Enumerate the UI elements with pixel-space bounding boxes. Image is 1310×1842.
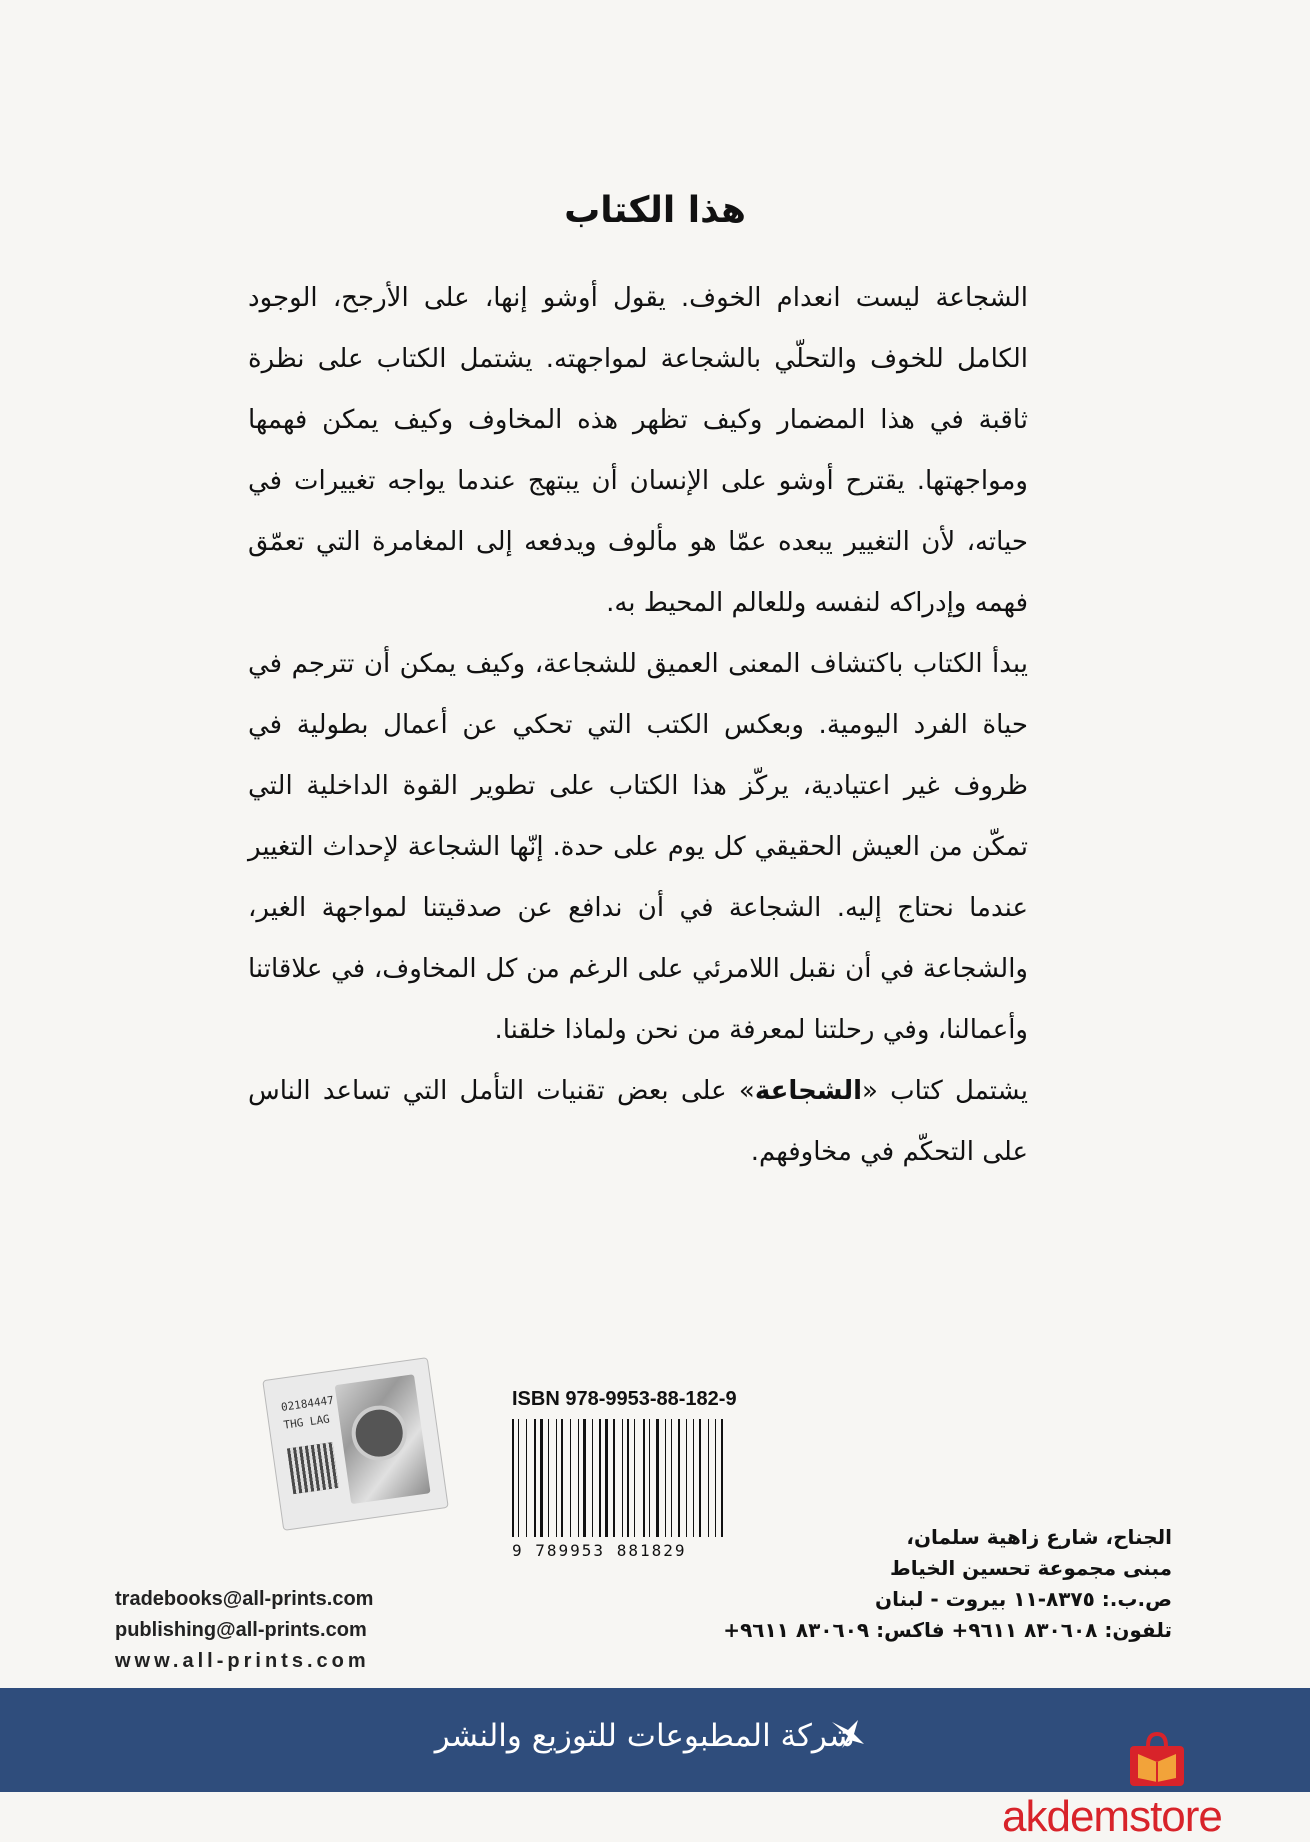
- barcode-bar: [627, 1419, 629, 1537]
- barcode-bar: [589, 1419, 591, 1537]
- barcode-bar: [605, 1419, 608, 1537]
- barcode-bar: [570, 1419, 571, 1537]
- barcode-bar: [602, 1419, 603, 1537]
- barcode-bar: [693, 1419, 694, 1537]
- address-line: مبنى مجموعة تحسين الخياط: [889, 1556, 1172, 1580]
- barcode-bar: [656, 1419, 659, 1537]
- barcode-bar: [546, 1419, 547, 1537]
- barcode-bar: [548, 1419, 549, 1537]
- description-text: [248, 268, 1028, 1183]
- barcode-bar: [540, 1419, 543, 1537]
- barcode-bar: [661, 1419, 662, 1537]
- store-bag-icon: [1124, 1732, 1190, 1788]
- barcode-bar: [592, 1419, 593, 1537]
- address-line: ص.ب.: ٨٣٧٥-١١ بيروت - لبنان: [875, 1587, 1172, 1611]
- barcode-bar: [721, 1419, 723, 1537]
- barcode-bar: [624, 1419, 625, 1537]
- barcode-bar: [710, 1419, 713, 1537]
- address-line: الجناح، شارع زاهية سلمان،: [906, 1525, 1172, 1549]
- barcode-bar: [529, 1419, 531, 1537]
- barcode-bar: [643, 1419, 645, 1537]
- barcode-bar: [675, 1419, 677, 1537]
- barcode-bar: [682, 1419, 683, 1537]
- book-name: الشجاعة: [754, 1076, 862, 1106]
- barcode-bar: [632, 1419, 633, 1537]
- paragraph-3: [248, 1061, 1028, 1183]
- paragraph-3-end: » على بعض تقنيات التأمل التي تساعد الناس على التحكّم في مخاوفهم.: [248, 1076, 1028, 1167]
- barcode-bar: [613, 1419, 615, 1537]
- barcode-bar: [665, 1419, 666, 1537]
- barcode-bar: [697, 1419, 698, 1537]
- barcode-bar: [561, 1419, 563, 1537]
- barcode-icon: [512, 1419, 734, 1537]
- barcode-bar: [573, 1419, 575, 1537]
- address-line: تلفون: ٨٣٠٦٠٨ ٩٦١١+ فاكس: ٨٣٠٦٠٩ ٩٦١١+: [723, 1618, 1172, 1642]
- barcode-bar: [580, 1419, 581, 1537]
- barcode-bar: [725, 1419, 726, 1537]
- barcode-bar: [515, 1419, 516, 1537]
- barcode-bar: [583, 1419, 586, 1537]
- barcode-bar: [518, 1419, 519, 1537]
- email-trade[interactable]: tradebooks@all-prints.com: [115, 1588, 374, 1610]
- barcode-bar: [646, 1419, 647, 1537]
- barcode-bar: [617, 1419, 619, 1537]
- barcode-bar: [622, 1419, 623, 1537]
- section-title: هذا الكتاب: [564, 190, 746, 231]
- website-link[interactable]: www.all-prints.com: [115, 1650, 370, 1672]
- barcode-bar: [719, 1419, 720, 1537]
- email-publishing[interactable]: publishing@all-prints.com: [115, 1619, 367, 1641]
- barcode-bar: [699, 1419, 701, 1537]
- paragraph-3-start: يشتمل كتاب «: [862, 1076, 1028, 1106]
- barcode-bar: [634, 1419, 635, 1537]
- barcode-bar: [512, 1419, 514, 1537]
- security-sticker: [262, 1357, 449, 1531]
- paragraph-2: يبدأ الكتاب باكتشاف المعنى العميق للشجاعة، وكيف يمكن أن تترجم في حياة الفرد اليومية. وبعكس الكتب التي تحكي عن أعمال بطولية في ظروف غير اعتيادية، يركّز هذا الكتاب على تطوير القوة الداخلية التي تمكّن من العيش الحقيقي كل يوم على حدة. إنّها الشجاعة لإحداث التغيير عندما نحتاج إليه. الشجاعة في أن ندافع عن صدقيتنا لمواجهة الغير، والشجاعة في أن نقبل اللامرئي على الرغم من كل المخاوف، في علاقاتنا وأعمالنا، وفي رحلتنا لمعرفة من نحن ولماذا خلقنا.: [248, 649, 1028, 1045]
- barcode-bar: [671, 1419, 672, 1537]
- barcode-bar: [703, 1419, 705, 1537]
- isbn-label: ISBN 978-9953-88-182-9: [512, 1388, 737, 1410]
- barcode-number: 9 789953 881829: [512, 1541, 687, 1560]
- barcode-bar: [688, 1419, 691, 1537]
- publisher-name: شركة المطبوعات للتوزيع والنشر: [434, 1718, 855, 1754]
- publisher-address: [723, 1522, 1172, 1646]
- barcode-bar: [556, 1419, 557, 1537]
- store-watermark: akdemstore: [1002, 1792, 1222, 1841]
- barcode-bar: [578, 1419, 579, 1537]
- barcode-bar: [667, 1419, 669, 1537]
- barcode-bar: [551, 1419, 553, 1537]
- barcode-bar: [611, 1419, 612, 1537]
- barcode-bar: [522, 1419, 525, 1537]
- barcode-bar: [599, 1419, 601, 1537]
- datamatrix-icon: [287, 1442, 339, 1494]
- sticker-code-2: THG LAG: [282, 1412, 331, 1432]
- barcode-bar: [526, 1419, 527, 1537]
- barcode-bar: [534, 1419, 536, 1537]
- barcode-bar: [595, 1419, 596, 1537]
- barcode-bar: [537, 1419, 538, 1537]
- barcode-bar: [558, 1419, 559, 1537]
- sticker-code: 02184447: [280, 1393, 335, 1414]
- barcode-bar: [649, 1419, 650, 1537]
- contact-emails: [115, 1584, 373, 1677]
- barcode-bar: [686, 1419, 687, 1537]
- barcode-bar: [653, 1419, 655, 1537]
- barcode-bar: [566, 1419, 569, 1537]
- paragraph-1: الشجاعة ليست انعدام الخوف. يقول أوشو إنها، على الأرجح، الوجود الكامل للخوف والتحلّي بالشجاعة لمواجهته. يشتمل الكتاب على نظرة ثاقبة في هذا المضمار وكيف تظهر هذه المخاوف وكيف يمكن فهمها ومواجهتها. يقترح أوشو على الإنسان أن يبتهج عندما يواجه تغييرات في حياته، لأن التغيير يبعده عمّا هو مألوف ويدفعه إلى المغامرة التي تعمّق فهمه وإدراكه لنفسه وللعالم المحيط به.: [248, 283, 1028, 618]
- barcode-bar: [637, 1419, 640, 1537]
- barcode-bar: [708, 1419, 709, 1537]
- barcode-bar: [678, 1419, 680, 1537]
- barcode-bar: [715, 1419, 716, 1537]
